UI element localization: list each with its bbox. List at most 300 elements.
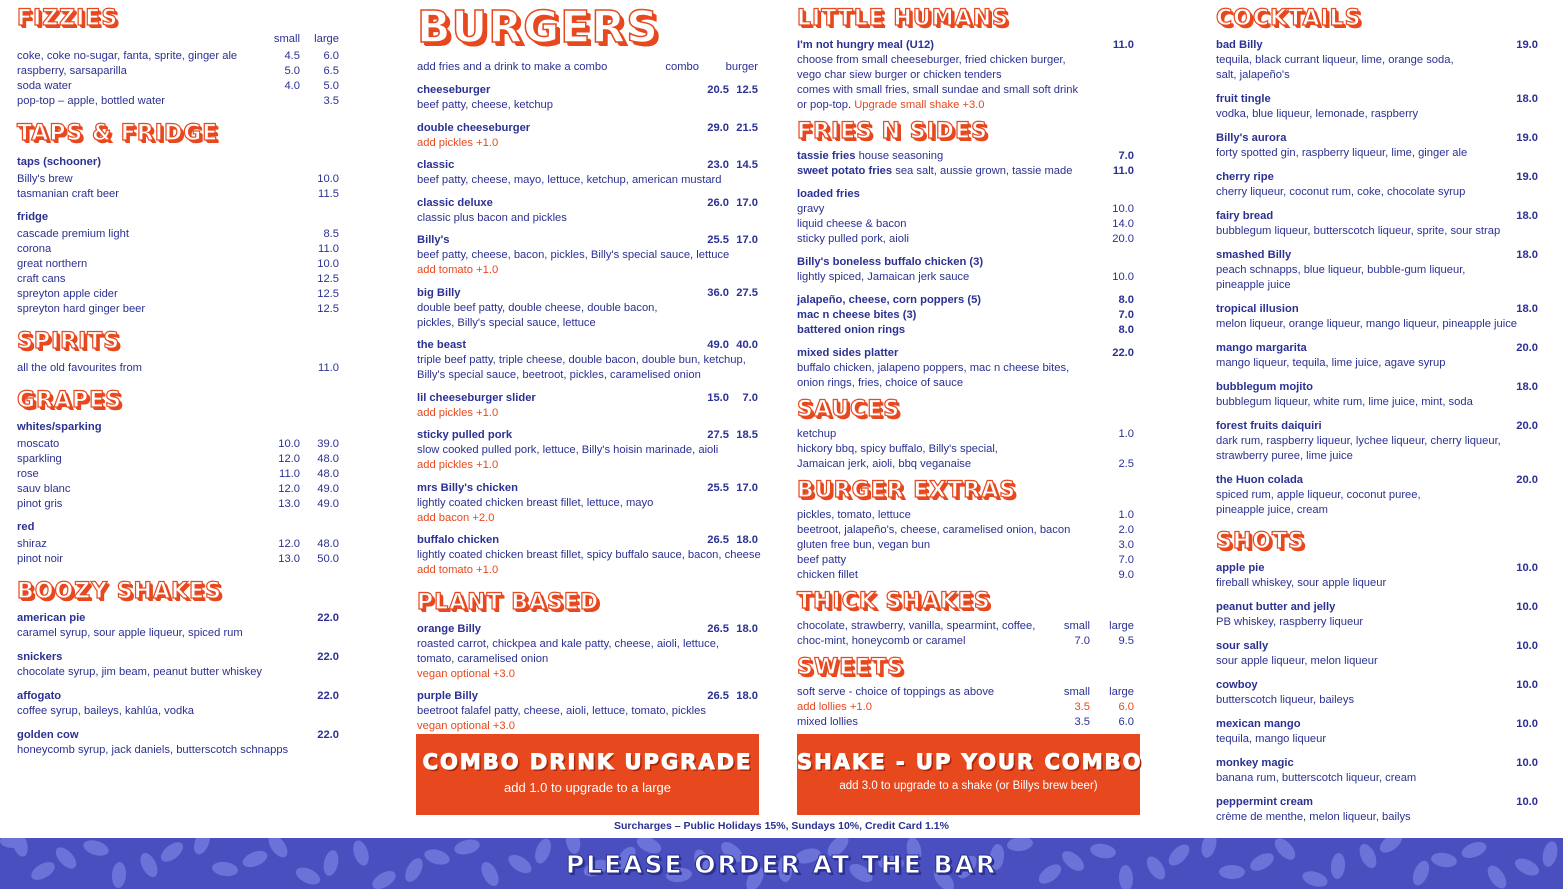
burger-item <box>417 338 762 353</box>
burger-extra <box>417 136 762 151</box>
fizzy-item <box>17 79 347 94</box>
boneless-desc-row <box>797 270 1142 285</box>
boneless-desc: lightly spiced, Jamaican jerk sauce <box>797 271 970 283</box>
price: 11.0 <box>318 243 339 255</box>
sweets-item-text: soft serve - choice of toppings as above <box>797 686 995 698</box>
side-item-text: jalapeño, cheese, corn poppers (5) <box>797 294 982 306</box>
platter-desc <box>797 361 1142 391</box>
cocktail-item <box>1216 248 1541 263</box>
burger-item-text: orange Billy <box>417 622 482 635</box>
col-large: large <box>314 33 339 45</box>
burger-item-text: sticky pulled pork <box>417 429 513 441</box>
cocktail-item-text: forest fruits daiquiri <box>1216 420 1322 432</box>
shot-desc-text: butterscotch liqueur, baileys <box>1216 694 1355 706</box>
burger-desc-text: classic plus bacon and pickles <box>417 211 567 224</box>
burger-desc <box>417 98 762 113</box>
shot-desc <box>1216 615 1541 630</box>
burger-item-text: lil cheeseburger slider <box>417 391 536 404</box>
burger-extra <box>417 263 762 278</box>
burger-desc-text: Billy's special sauce, beetroot, pickles, caramelised onion <box>417 369 701 381</box>
burger-item-text: purple Billy <box>417 690 478 702</box>
price: 18.0 <box>1516 210 1538 222</box>
price: 10.0 <box>1516 601 1538 613</box>
price: 11.5 <box>318 188 339 200</box>
boozy-desc <box>17 704 347 719</box>
col-small: small <box>1063 620 1090 632</box>
price: 7.0 <box>1118 150 1134 162</box>
price: 10.0 <box>1516 640 1538 652</box>
price: 10.0 <box>317 258 339 270</box>
price-glass: 13.0 <box>278 553 300 565</box>
burger-item-text: Billy's <box>417 234 450 246</box>
whites-list <box>17 437 347 512</box>
burger-desc <box>417 443 762 458</box>
cocktail-desc <box>1216 356 1541 371</box>
burger-extra-text: vegan optional +3.0 <box>417 667 515 680</box>
cocktail-item-text: Billy's aurora <box>1216 132 1287 144</box>
price-glass: 12.0 <box>278 453 300 465</box>
little-last-line: or pop-top. <box>797 99 852 111</box>
loaded-item-text: sticky pulled pork, aioli <box>797 233 909 245</box>
cocktail-desc-text: spiced rum, apple liqueur, coconut puree, <box>1216 489 1421 501</box>
spirits-heading: SPIRITS <box>17 329 121 354</box>
shake-upgrade-sub: add 3.0 to upgrade to a shake (or Billys brew beer) <box>839 780 1098 792</box>
burger-extra <box>417 511 762 526</box>
burger-item-text: mrs Billy's chicken <box>417 481 518 494</box>
fries-item <box>797 164 1142 179</box>
spirit-item-text: all the old favourites from <box>17 362 142 374</box>
taps-label: taps (schooner) <box>17 156 101 168</box>
cocktail-item-text: fruit tingle <box>1216 93 1271 105</box>
cocktail-desc-text: bubblegum liqueur, butterscotch liqueur, sprite, sour strap <box>1216 225 1501 237</box>
cocktail-desc <box>1216 434 1541 449</box>
price-combo: 49.0 <box>707 339 729 351</box>
little-line <box>797 53 1142 68</box>
burger-item <box>417 622 762 637</box>
shot-item <box>1216 561 1541 576</box>
cocktail-desc-text: vodka, blue liqueur, lemonade, raspberry <box>1216 108 1419 120</box>
burger-desc <box>417 652 762 667</box>
price-glass: 12.0 <box>278 538 300 550</box>
fizzies-heading: FIZZIES <box>17 6 119 31</box>
fries-item-text: tassie fries <box>797 150 856 162</box>
wine-item-text: sauv blanc <box>17 483 71 495</box>
combo-drink-upgrade-banner <box>416 734 759 815</box>
platter <box>797 346 1142 361</box>
loaded-list <box>797 202 1142 247</box>
burger-extra-text: add tomato +1.0 <box>417 564 499 576</box>
price: 9.0 <box>1118 569 1134 581</box>
shot-item-text: sour sally <box>1216 640 1269 652</box>
price: 18.0 <box>1516 381 1538 393</box>
price-large: 6.0 <box>323 50 339 62</box>
burger-item <box>417 121 762 136</box>
price-bottle: 49.0 <box>317 483 339 495</box>
wine-item-text: pinot noir <box>17 553 64 565</box>
column-cocktails <box>1216 0 1541 834</box>
sides-list <box>797 293 1142 338</box>
taps-list <box>17 172 347 202</box>
fridge-item <box>17 272 347 287</box>
sweets-item <box>797 685 1142 700</box>
price-burger: 17.0 <box>736 481 758 494</box>
thick-item-text: chocolate, strawberry, vanilla, spearmint, coffee, <box>797 620 1036 632</box>
price: 10.0 <box>1516 679 1538 691</box>
burgers-intro <box>417 60 762 75</box>
little-meal <box>797 38 1142 53</box>
fries-desc: sea salt, aussie grown, tassie made <box>895 165 1073 177</box>
reds-list <box>17 537 347 567</box>
cocktail-item-text: bubblegum mojito <box>1216 381 1313 393</box>
burger-desc <box>417 173 762 188</box>
shot-item <box>1216 678 1541 693</box>
fridge-item <box>17 257 347 272</box>
burger-desc <box>417 496 762 511</box>
extra-item <box>797 553 1142 568</box>
cocktail-desc-text: mango liqueur, tequila, lime juice, agave syrup <box>1216 357 1446 369</box>
boozy-desc <box>17 626 347 641</box>
cocktail-item <box>1216 341 1541 356</box>
price: 22.0 <box>317 612 339 624</box>
price-burger: 21.5 <box>736 121 758 134</box>
price-small: 3.5 <box>1074 716 1090 728</box>
burger-desc <box>417 211 762 226</box>
burger-item-text: double cheeseburger <box>417 121 531 134</box>
price: 20.0 <box>1516 420 1538 432</box>
fridge-item-text: craft cans <box>17 273 66 285</box>
sauce-item-text: Jamaican jerk, aioli, bbq veganaise <box>797 458 972 470</box>
thick-heading: THICK SHAKES <box>797 589 991 614</box>
burger-desc-text: slow cooked pulled pork, lettuce, Billy's hoisin marinade, aioli <box>417 444 719 456</box>
cocktail-item-text: the Huon colada <box>1216 474 1304 486</box>
col-small: small <box>273 33 300 45</box>
burger-desc <box>417 637 762 652</box>
price-large: 6.0 <box>1118 701 1134 713</box>
fizzy-item-text: raspberry, sarsaparilla <box>17 65 127 77</box>
price-bottle: 48.0 <box>317 468 339 480</box>
burger-item <box>417 196 762 211</box>
shot-item <box>1216 600 1541 615</box>
price: 18.0 <box>1516 249 1538 261</box>
little-line-text: comes with small fries, small sundae and small soft drink <box>797 84 1079 96</box>
shake-upgrade-banner <box>797 734 1143 815</box>
little-upgrade: Upgrade small shake +3.0 <box>854 99 985 111</box>
price-small: 5.0 <box>284 65 300 77</box>
price: 22.0 <box>317 729 339 741</box>
boozy-item <box>17 650 347 665</box>
fizzy-item <box>17 94 347 109</box>
price: 10.0 <box>1516 757 1538 769</box>
price-combo: 23.0 <box>707 159 729 171</box>
extra-item <box>797 523 1142 538</box>
side-item <box>797 293 1142 308</box>
fizzy-item-text: coke, coke no-sugar, fanta, sprite, ginger ale <box>17 50 238 62</box>
cocktail-item <box>1216 473 1541 488</box>
burger-item-text: cheeseburger <box>417 84 491 96</box>
shots-list <box>1216 561 1541 834</box>
plant-heading: PLANT BASED <box>417 589 600 615</box>
price: 1.0 <box>1118 428 1134 440</box>
price: 11.0 <box>1112 165 1134 177</box>
burger-extra-text: add pickles +1.0 <box>417 136 499 149</box>
fridge-item-text: corona <box>17 243 52 255</box>
fridge-item-text: cascade premium light <box>17 228 129 240</box>
cocktail-desc-text: melon liqueur, orange liqueur, mango liqueur, pineapple juice <box>1216 318 1518 330</box>
boozy-desc-text: chocolate syrup, jim beam, peanut butter whiskey <box>17 666 263 678</box>
side-item-text: battered onion rings <box>797 324 906 336</box>
price-glass: 10.0 <box>278 438 300 450</box>
loaded-label: loaded fries <box>797 188 860 200</box>
price: 19.0 <box>1516 39 1538 51</box>
burger-desc-text: lightly coated chicken breast fillet, spicy buffalo sauce, bacon, cheese <box>417 549 761 561</box>
price: 3.0 <box>1118 539 1134 551</box>
fries-heading: FRIES N SIDES <box>797 119 988 144</box>
shot-desc-text: fireball whiskey, sour apple liqueur <box>1216 577 1387 589</box>
little-line-text: choose from small cheeseburger, fried chicken burger, <box>797 54 1066 66</box>
price: 22.0 <box>317 690 339 702</box>
price-burger: 7.0 <box>742 391 758 404</box>
burger-desc-text: lightly coated chicken breast fillet, lettuce, mayo <box>417 496 654 509</box>
shot-item <box>1216 717 1541 732</box>
cocktail-item-text: smashed Billy <box>1216 249 1292 261</box>
burger-item-text: the beast <box>417 339 467 351</box>
wine-item-text: pinot gris <box>17 498 63 510</box>
spirits-list <box>17 361 347 376</box>
burger-item-text: classic <box>417 159 455 171</box>
wine-item-text: sparkling <box>17 453 62 465</box>
wine-item <box>17 497 347 512</box>
little-line <box>797 68 1142 83</box>
price-combo: 25.5 <box>707 481 729 494</box>
price-large: 9.5 <box>1118 635 1134 647</box>
loaded-item <box>797 232 1142 247</box>
extras-list <box>797 508 1142 583</box>
footer-banner <box>0 838 1563 889</box>
cocktail-desc <box>1216 488 1541 503</box>
fizzy-item <box>17 64 347 79</box>
tap-item <box>17 172 347 187</box>
shot-desc-text: tequila, mango liqueur <box>1216 733 1327 745</box>
price: 8.0 <box>1118 324 1134 336</box>
burgers-heading: BURGERS <box>417 2 659 53</box>
price-combo: 26.5 <box>707 690 729 702</box>
sweets-item <box>797 700 1142 715</box>
price-burger: 18.0 <box>736 690 758 702</box>
cocktail-desc-text: strawberry puree, lime juice <box>1216 450 1353 462</box>
sweets-list <box>797 685 1142 730</box>
price: 10.0 <box>1516 718 1538 730</box>
cocktail-item-text: tropical illusion <box>1216 303 1299 315</box>
whites-label: whites/sparking <box>17 421 102 433</box>
shot-item-text: peppermint cream <box>1216 796 1313 808</box>
price-burger: 18.0 <box>736 534 758 546</box>
burger-desc <box>417 704 762 719</box>
wine-item-text: rose <box>17 468 39 480</box>
side-item-text: mac n cheese bites (3) <box>797 309 917 321</box>
fizzy-item <box>17 49 347 64</box>
cocktails-list <box>1216 38 1541 527</box>
price: 20.0 <box>1112 233 1134 245</box>
col-small: small <box>1063 686 1090 698</box>
price-glass: 11.0 <box>279 468 300 480</box>
wine-item <box>17 537 347 552</box>
burger-desc-text: beetroot falafel patty, cheese, aioli, lettuce, tomato, pickles <box>417 705 706 717</box>
burger-item <box>417 83 762 98</box>
sauce-item <box>797 442 1142 457</box>
burger-desc <box>417 353 762 368</box>
price-combo: 27.5 <box>707 429 729 441</box>
price-combo: 20.5 <box>707 84 729 96</box>
cocktail-item <box>1216 302 1541 317</box>
price-large: 3.5 <box>323 95 339 107</box>
column-drinks <box>17 0 347 758</box>
fizzies-col-headers <box>17 32 347 47</box>
price-combo: 25.5 <box>707 234 729 246</box>
cocktail-desc <box>1216 146 1541 161</box>
little-meal-name: I'm not hungry meal (U12) <box>797 39 934 51</box>
sweets-item-text: mixed lollies <box>797 716 858 728</box>
cocktail-item <box>1216 38 1541 53</box>
tap-item-text: Billy's brew <box>17 173 73 185</box>
boozy-desc-text: honeycomb syrup, jack daniels, butterscotch schnapps <box>17 744 289 756</box>
burger-desc <box>417 368 762 383</box>
price: 11.0 <box>318 362 339 374</box>
burger-desc <box>417 548 762 563</box>
side-item <box>797 323 1142 338</box>
price-burger: 17.0 <box>736 234 758 246</box>
boozy-desc <box>17 665 347 680</box>
plant-list <box>417 622 762 742</box>
price-burger: 14.5 <box>736 159 758 171</box>
platter-line-text: buffalo chicken, jalapeno poppers, mac n cheese bites, <box>797 362 1070 374</box>
wine-item <box>17 482 347 497</box>
cocktail-desc <box>1216 53 1541 68</box>
cocktails-heading: COCKTAILS <box>1216 6 1362 31</box>
price-bottle: 39.0 <box>317 438 339 450</box>
burger-item <box>417 158 762 173</box>
burger-extra-text: add tomato +1.0 <box>417 264 499 276</box>
price-small: 7.0 <box>1074 635 1090 647</box>
burgers-intro-text: add fries and a drink to make a combo <box>417 61 608 73</box>
surcharges-note: Surcharges – Public Holidays 15%, Sundays 10%, Credit Card 1.1% <box>614 820 949 832</box>
shake-upgrade-title: SHAKE - UP YOUR COMBO <box>797 750 1143 774</box>
price: 10.0 <box>1516 562 1538 574</box>
sauce-item <box>797 457 1142 472</box>
boozy-item-text: golden cow <box>17 729 79 741</box>
price: 22.0 <box>317 651 339 663</box>
sweets-item-text: add lollies +1.0 <box>797 701 872 713</box>
burger-desc <box>417 316 762 331</box>
boozy-item <box>17 611 347 626</box>
cocktail-item-text: mango margarita <box>1216 342 1307 354</box>
price: 2.0 <box>1118 524 1134 536</box>
cocktail-desc-text: tequila, black currant liqueur, lime, orange soda, <box>1216 54 1454 66</box>
burger-item <box>417 428 762 443</box>
col-combo: combo <box>665 61 699 73</box>
price: 8.5 <box>323 228 339 240</box>
extra-item <box>797 508 1142 523</box>
cocktail-desc-text: forty spotted gin, raspberry liqueur, lime, ginger ale <box>1216 147 1468 159</box>
price: 8.0 <box>1118 294 1134 306</box>
price: 20.0 <box>1516 474 1538 486</box>
boozy-list <box>17 611 347 758</box>
extra-item-text: gluten free bun, vegan bun <box>797 539 931 551</box>
shot-item <box>1216 639 1541 654</box>
wine-item-text: moscato <box>17 438 60 450</box>
col-large: large <box>1109 686 1134 698</box>
tap-item-text: tasmanian craft beer <box>17 188 119 200</box>
loaded-item <box>797 217 1142 232</box>
price: 18.0 <box>1516 93 1538 105</box>
burger-item <box>417 391 762 406</box>
thick-item <box>797 634 1142 649</box>
shot-item-text: monkey magic <box>1216 757 1294 769</box>
shot-item-text: apple pie <box>1216 562 1265 574</box>
burger-desc-text: beef patty, cheese, mayo, lettuce, ketchup, american mustard <box>417 174 722 186</box>
tap-item <box>17 187 347 202</box>
price-bottle: 48.0 <box>317 453 339 465</box>
cocktail-item-text: cherry ripe <box>1216 171 1274 183</box>
cocktail-item <box>1216 209 1541 224</box>
col-large: large <box>1109 620 1134 632</box>
price: 10.0 <box>1516 796 1538 808</box>
cocktail-desc-text: pineapple juice, cream <box>1216 504 1328 516</box>
fridge-item <box>17 302 347 317</box>
price: 20.0 <box>1516 342 1538 354</box>
shot-item-text: cowboy <box>1216 679 1258 691</box>
cocktail-desc <box>1216 278 1541 293</box>
burger-desc-text: roasted carrot, chickpea and kale patty, cheese, aioli, lettuce, <box>417 637 720 650</box>
sweets-heading: SWEETS <box>797 655 905 680</box>
price: 12.5 <box>317 288 339 300</box>
cocktail-item <box>1216 131 1541 146</box>
boneless-name: Billy's boneless buffalo chicken (3) <box>797 256 984 268</box>
sauce-item-text: hickory bbq, spicy buffalo, Billy's special, <box>797 443 998 455</box>
price: 14.0 <box>1112 218 1134 230</box>
thick-list <box>797 619 1142 649</box>
price: 10.0 <box>1112 203 1134 215</box>
burgers-list <box>417 83 762 586</box>
price-combo: 36.0 <box>707 286 729 299</box>
burger-desc-text: pickles, Billy's special sauce, lettuce <box>417 316 596 329</box>
boozy-item-text: snickers <box>17 651 63 663</box>
boozy-desc <box>17 743 347 758</box>
shot-desc <box>1216 654 1541 669</box>
loaded-item-text: liquid cheese & bacon <box>797 218 907 230</box>
price-burger: 18.0 <box>736 622 758 635</box>
col-burger: burger <box>725 61 758 73</box>
cocktail-desc-text: bubblegum liqueur, white rum, lime juice, mint, soda <box>1216 396 1473 408</box>
fizzy-item-text: pop-top – apple, bottled water <box>17 95 166 107</box>
burger-extra <box>417 406 762 421</box>
cocktail-item <box>1216 170 1541 185</box>
sauce-item-text: ketchup <box>797 428 837 440</box>
extra-item-text: chicken fillet <box>797 569 858 581</box>
price: 19.0 <box>1516 132 1538 144</box>
price-burger: 12.5 <box>736 84 758 96</box>
cocktail-desc <box>1216 449 1541 464</box>
burger-item-text: buffalo chicken <box>417 534 500 546</box>
price-combo: 26.5 <box>707 534 729 546</box>
burger-item <box>417 689 762 704</box>
little-line <box>797 83 1142 98</box>
burger-item-text: big Billy <box>417 286 461 299</box>
fizzies-list <box>17 49 347 109</box>
price-small: 3.5 <box>1074 701 1090 713</box>
extra-item-text: pickles, tomato, lettuce <box>797 509 911 521</box>
fridge-item-text: spreyton hard ginger beer <box>17 303 146 315</box>
burger-desc <box>417 248 762 263</box>
